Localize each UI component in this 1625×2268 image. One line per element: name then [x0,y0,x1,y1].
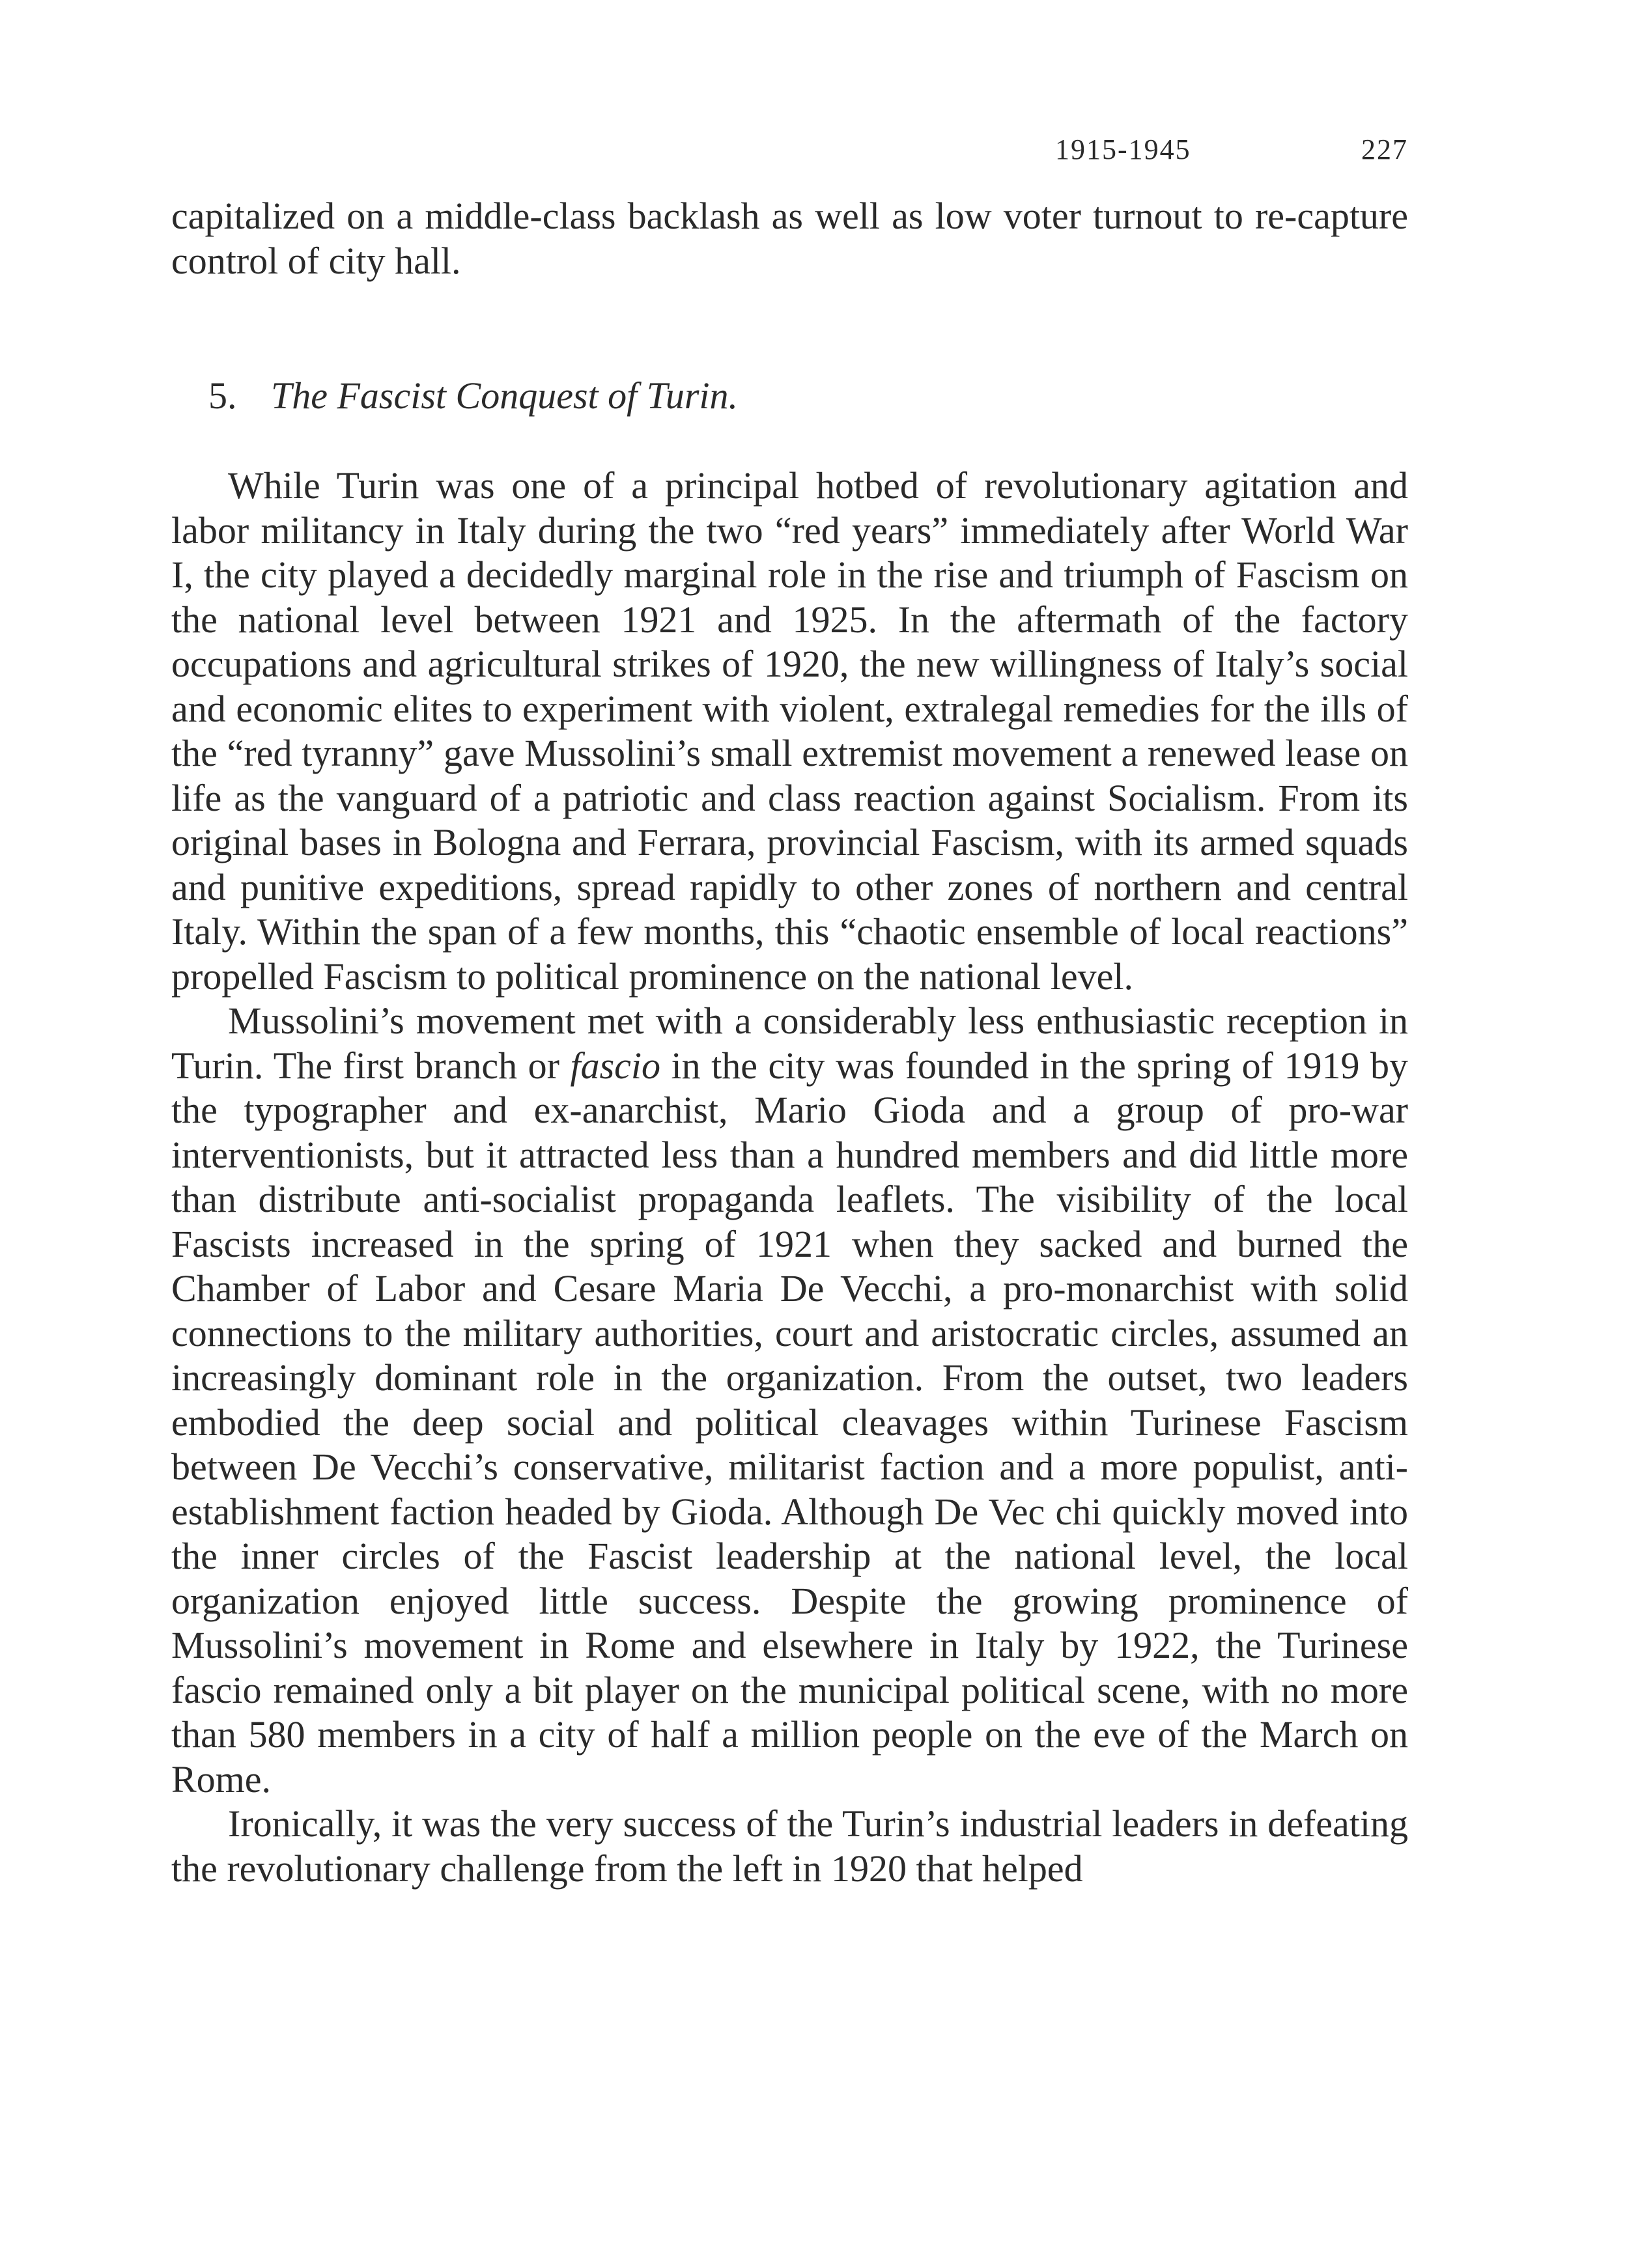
body-text [171,464,1408,1891]
section-heading [208,372,738,419]
section-number: 5. [208,374,237,417]
paragraph-2-start: Mussolini’s movement met with a considerably less enthusiastic reception in Turin. The first branch or [171,1000,1408,1087]
continuation-paragraph [171,194,1408,283]
running-header [1010,130,1408,169]
section-title: The Fascist Conquest of Turin. [271,374,739,417]
continuation-text: capitalized on a middle-class backlash as well as low voter turnout to re-capture control of city hall. [171,195,1408,282]
paragraph-2 [171,999,1408,1802]
paragraph-2-italic-term: fascio [570,1044,661,1087]
page-number: 227 [1361,133,1408,165]
paragraph-3: Ironically, it was the very success of the Turin’s industrial leaders in defeating the revolutionary challenge from the left in 1920 that helped [171,1802,1408,1890]
paragraph-1: While Turin was one of a principal hotbed of revolutionary agitation and labor militancy in Italy during the two “red years” immediately after World War I, the city played a decidedly marginal role in the rise and triumph of Fascism on the national level between 1921 and 1925. In the aftermath of the factory occupations and agricultural strikes of 1920, the new willingness of Italy’s social and economic elites to experiment with violent, extralegal remedies for the ills of the “red tyranny” gave Mussolini’s small extremist movement a renewed lease on life as the vanguard of a patriotic and class reaction against Socialism. From its original bases in Bologna and Ferrara, provincial Fascism, with its armed squads and punitive expeditions, spread rapidly to other zones of northern and central Italy. Within the span of a few months, this “chaotic ensemble of local reactions” propelled Fascism to political prominence on the national level. [171,464,1408,998]
running-head-years: 1915-1945 [1055,133,1191,165]
paragraph-2-rest: in the city was founded in the spring of 1919 by the typographer and ex-anarchist, Mario Gioda and a group of pro-war interventionists, but it attracted less than a hundred members and did little more than distribute anti-socialist propaganda leaflets. The visibility of the local Fascists increased in the spring of 1921 when they sacked and burned the Chamber of Labor and Cesare Maria De Vecchi, a pro-monarchist with solid connections to the military authorities, court and aristocratic circles, assumed an increasingly dominant role in the organization. From the outset, two leaders embodied the deep social and political cleavages within Turinese Fascism between De Vecchi’s conservative, militarist faction and a more populist, anti-establishment faction headed by Gioda. Although De Vec chi quickly moved into the inner circles of the Fascist leadership at the national level, the local organization enjoyed little success. Despite the growing prominence of Mussolini’s movement in Rome and elsewhere in Italy by 1922, the Turinese fascio remained only a bit player on the municipal political scene, with no more than 580 members in a city of half a million people on the eve of the March on Rome. [171,1044,1408,1800]
